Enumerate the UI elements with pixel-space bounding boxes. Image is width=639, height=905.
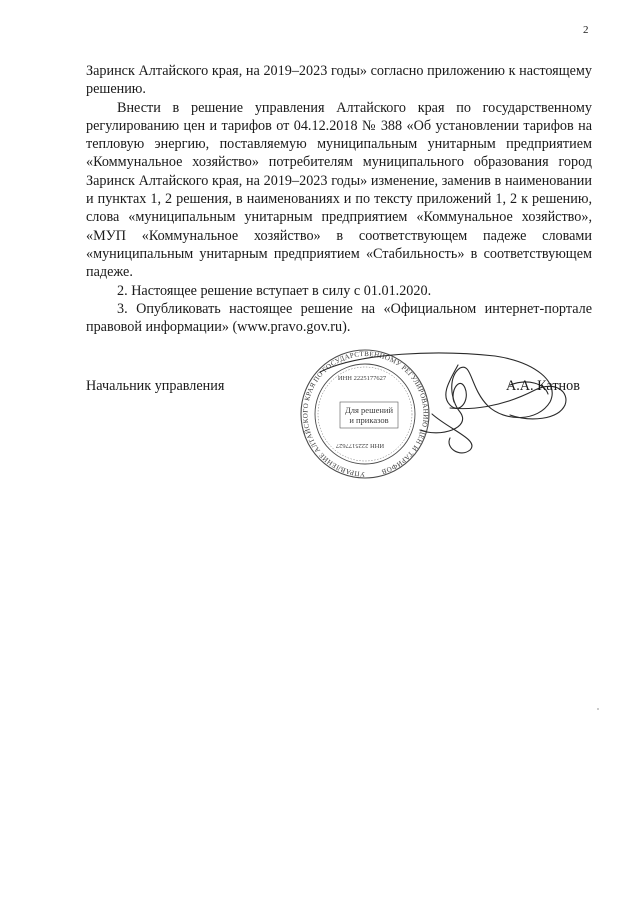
scan-speck xyxy=(597,708,599,710)
document-body xyxy=(86,62,592,336)
official-stamp-and-signature xyxy=(300,350,600,480)
stamp-inn-text: ИНН 2225177627 xyxy=(335,442,385,449)
stamp-inn-top: ИНН 2225177627 xyxy=(337,375,387,382)
signatory-name: А.А. Катнов xyxy=(506,378,580,394)
signatory-title: Начальник управления xyxy=(86,378,225,394)
official-stamp xyxy=(301,350,430,478)
page-number: 2 xyxy=(583,24,589,36)
paragraph-continuation: Заринск Алтайского края, на 2019–2023 годы» согласно приложению к настоящему решению. xyxy=(86,63,592,98)
stamp-outer-text: УПРАВЛЕНИЕ АЛТАЙСКОГО КРАЯ ПО ГОСУДАРСТВЕННОМУ РЕГУЛИРОВАНИЮ ЦЕН И ТАРИФОВ xyxy=(301,349,430,479)
paragraph-amendment: Внести в решение управления Алтайского края по государственному регулированию цен и тарифов от 04.12.2018 № 388 «Об установлении тарифов на тепловую энергию, поставляемую муниципальным унитарным предприятием «Коммунальное хозяйство» потребителям муниципального образования город Заринск Алтайского края, на 2019–2023 годы» изменение, заменив в наименовании и пунктах 1, 2 решения, в наименованиях и по тексту приложений 1, 2 к решению, слова «муниципальным унитарным предприятием «Коммунальное хозяйство», «МУП «Коммунальное хозяйство» в соответствующем падеже словами «муниципальным унитарным предприятием «Стабильность» в соответствующем падеже. xyxy=(86,99,592,281)
paragraph-publication: 3. Опубликовать настоящее решение на «Официальном интернет-портале правовой информации» (www.pravo.gov.ru). xyxy=(86,300,592,336)
stamp-inner-line-1: Для решений xyxy=(344,405,394,415)
stamp-inner-line-2: и приказов xyxy=(349,415,389,425)
paragraph-effective-date: 2. Настоящее решение вступает в силу с 01.01.2020. xyxy=(117,282,432,299)
